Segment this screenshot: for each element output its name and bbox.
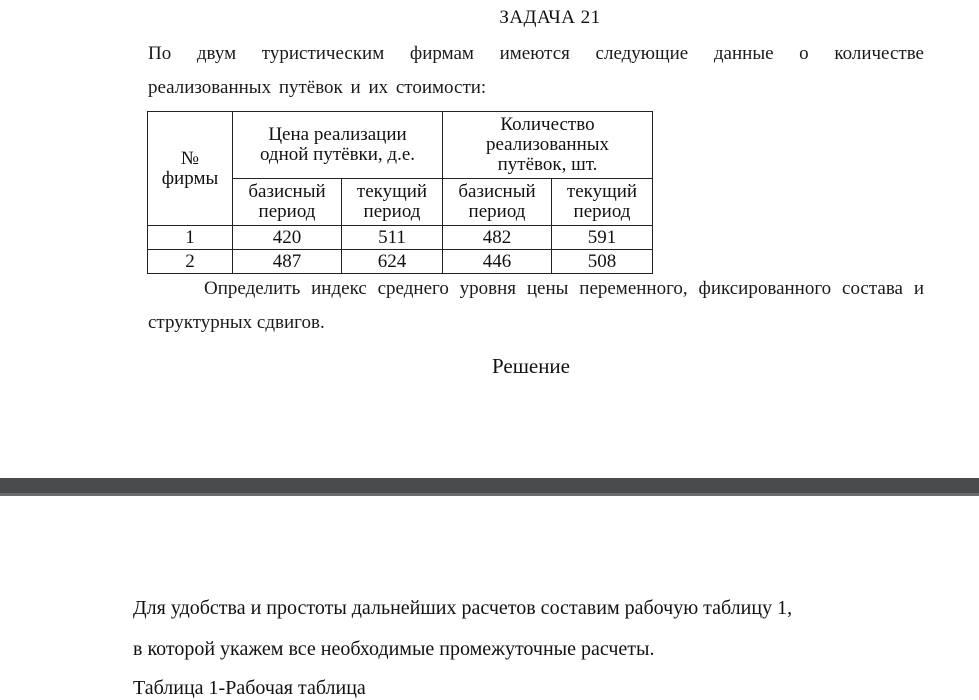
page-separator [0, 478, 979, 496]
header-quantity-group [443, 112, 653, 179]
task-intro [148, 37, 924, 105]
header-price-base: базисный период [233, 179, 342, 226]
cell-qty-current: 591 [552, 226, 653, 250]
header-firm-number: № фирмы [148, 112, 233, 226]
cell-price-base: 487 [233, 250, 342, 274]
cell-price-current: 624 [342, 250, 443, 274]
page2-paragraph-line-2: в которой укажем все необходимые промежуточные расчеты. [133, 638, 655, 660]
header-quantity-group-label: Количество реализованных путёвок, шт. [485, 114, 610, 175]
task-intro-line-1: По двум туристическим фирмам имеются следующие данные о количестве [148, 43, 924, 64]
cell-price-current: 511 [342, 226, 443, 250]
header-price-group-label: Цена реализации одной путёвки, д.е. [259, 124, 416, 165]
source-data-table [147, 111, 653, 274]
header-qty-current: текущий период [552, 179, 653, 226]
cell-qty-current: 508 [552, 250, 653, 274]
table-row [148, 250, 653, 274]
cell-qty-base: 446 [443, 250, 552, 274]
header-price-current: текущий период [342, 179, 443, 226]
header-qty-base: базисный период [443, 179, 552, 226]
cell-price-base: 420 [233, 226, 342, 250]
table-caption: Таблица 1-Рабочая таблица [133, 677, 366, 699]
cell-firm: 2 [148, 250, 233, 274]
table-row [148, 226, 653, 250]
cell-qty-base: 482 [443, 226, 552, 250]
task-title: ЗАДАЧА 21 [499, 7, 601, 28]
header-price-group [233, 112, 443, 179]
table-header-row-1 [148, 112, 653, 179]
page2-paragraph-line-1: Для удобства и простоты дальнейших расчетов составим рабочую таблицу 1, [133, 597, 793, 619]
cell-firm: 1 [148, 226, 233, 250]
solution-heading: Решение [491, 354, 570, 378]
task-question: Определить индекс среднего уровня цены переменного, фиксированного состава и структурных сдвигов. [148, 278, 924, 333]
task-intro-line-2: реализованных путёвок и их стоимости: [148, 77, 487, 98]
